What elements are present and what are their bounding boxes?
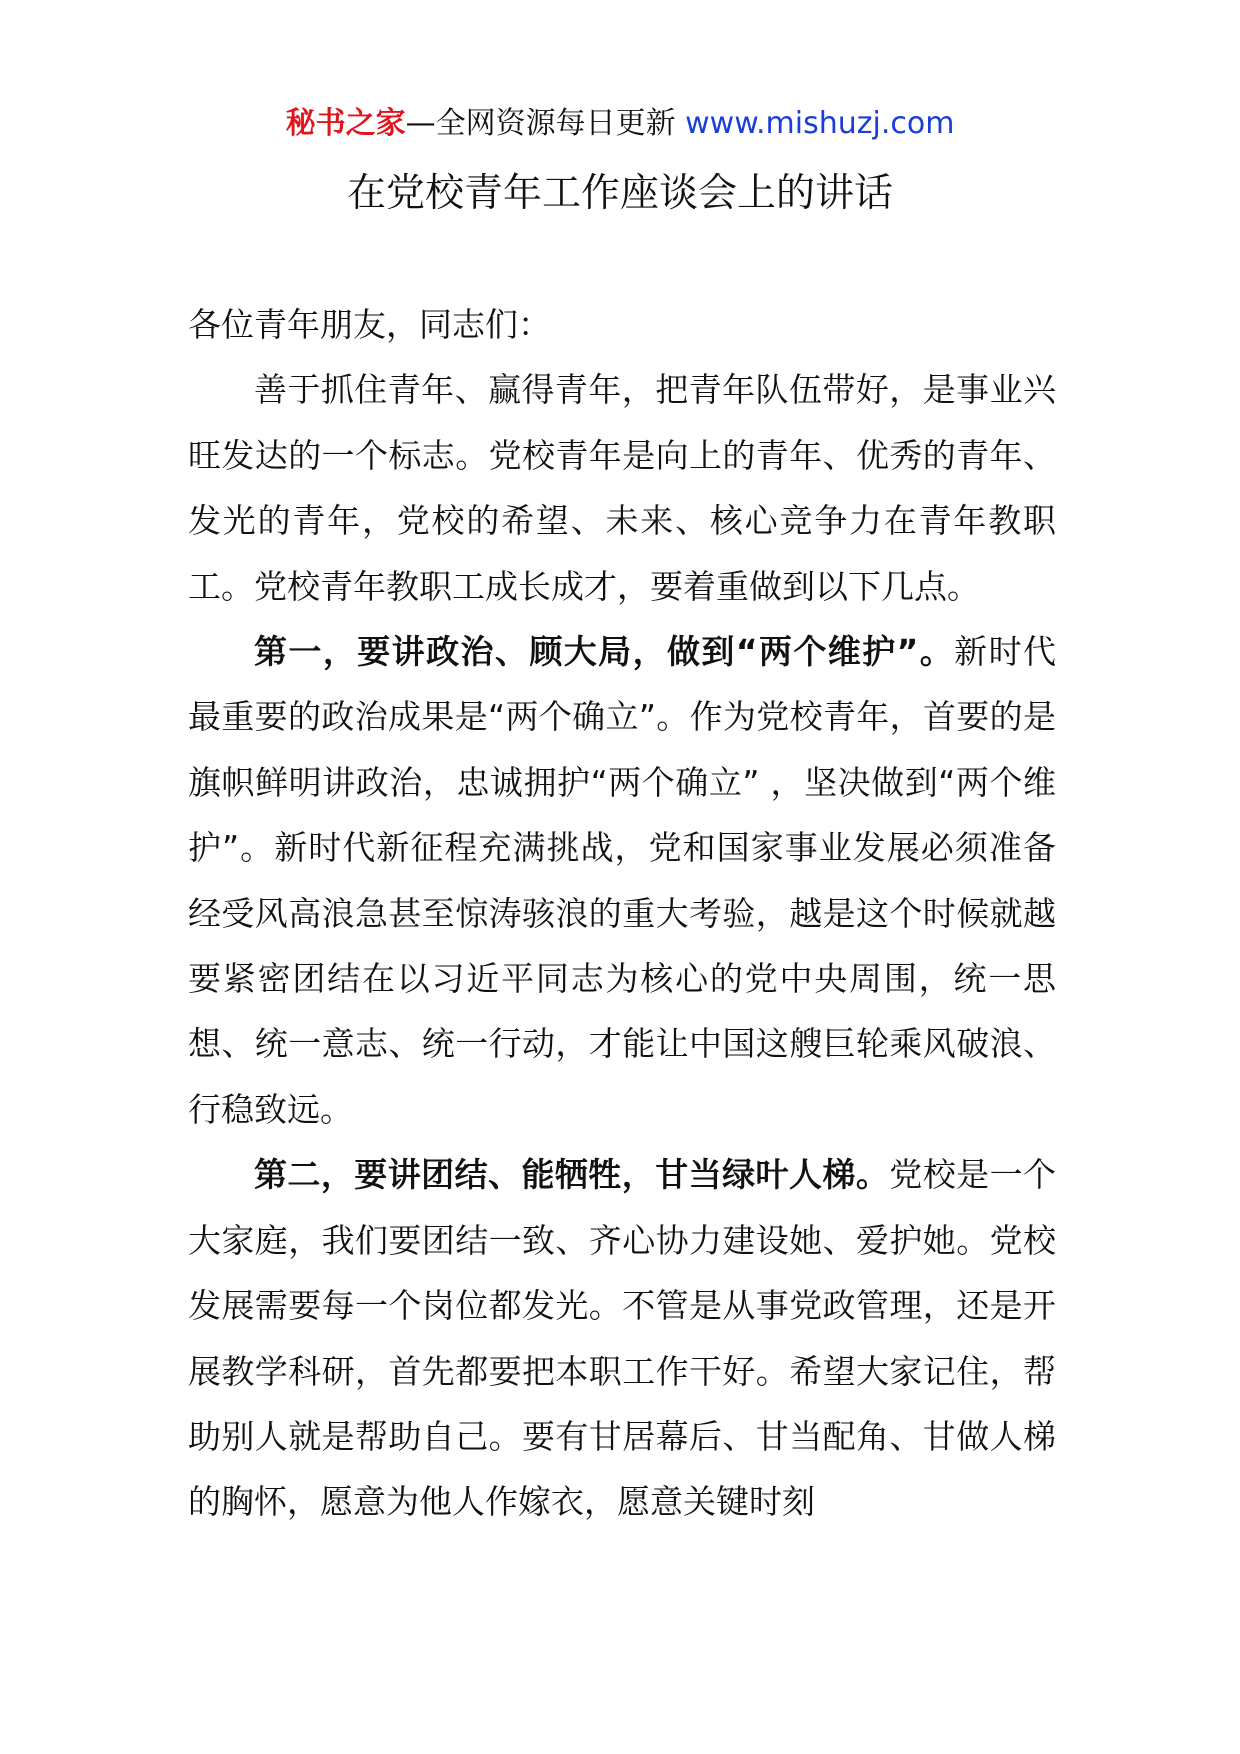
paragraph-point-two [188, 1142, 1056, 1534]
brand-name: 秘书之家 [285, 106, 406, 141]
paragraph-lead: 第二，要讲团结、能牺牲，甘当绿叶人梯。 [254, 1155, 890, 1195]
salutation: 各位青年朋友，同志们： [188, 305, 551, 344]
site-url-link[interactable]: www.mishuzj.com [685, 106, 955, 141]
paragraph-text: 新时代最重要的政治成果是“两个确立”。作为党校青年，首要的是旗帜鲜明讲政治，忠诚拥护“两个确立” ，坚决做到“两个维护”。新时代新征程充满挑战，党和国家事业发展必须准备经受风高浪急甚至惊涛骇浪的重大考验，越是这个时候就越要紧密团结在以习近平同志为核心的党中央周围，统一思想、统一意志、统一行动，才能让中国这艘巨轮乘风破浪、行稳致远。 [188, 632, 1056, 1129]
document-title: 在党校青年工作座谈会上的讲话 [346, 171, 893, 216]
paragraph-intro [188, 357, 1056, 619]
paragraph-text: 善于抓住青年、赢得青年，把青年队伍带好，是事业兴旺发达的一个标志。党校青年是向上的青年、优秀的青年、发光的青年，党校的希望、未来、核心竞争力在青年教职工。党校青年教职工成长成才，要着重做到以下几点。 [188, 370, 1056, 606]
paragraph-text: 党校是一个大家庭，我们要团结一致、齐心协力建设她、爱护她。党校发展需要每一个岗位都发光。不管是从事党政管理，还是开展教学科研，首先都要把本职工作干好。希望大家记住，帮助别人就是帮助自己。要有甘居幕后、甘当配角、甘做人梯的胸怀，愿意为他人作嫁衣，愿意关键时刻 [188, 1155, 1057, 1522]
header-tagline: —全网资源每日更新 [405, 106, 676, 141]
paragraph-point-one [188, 619, 1056, 1142]
paragraph-lead: 第一，要讲政治、顾大局，做到“两个维护”。 [254, 632, 955, 672]
document-body [188, 292, 1056, 1535]
site-header [0, 104, 1240, 144]
